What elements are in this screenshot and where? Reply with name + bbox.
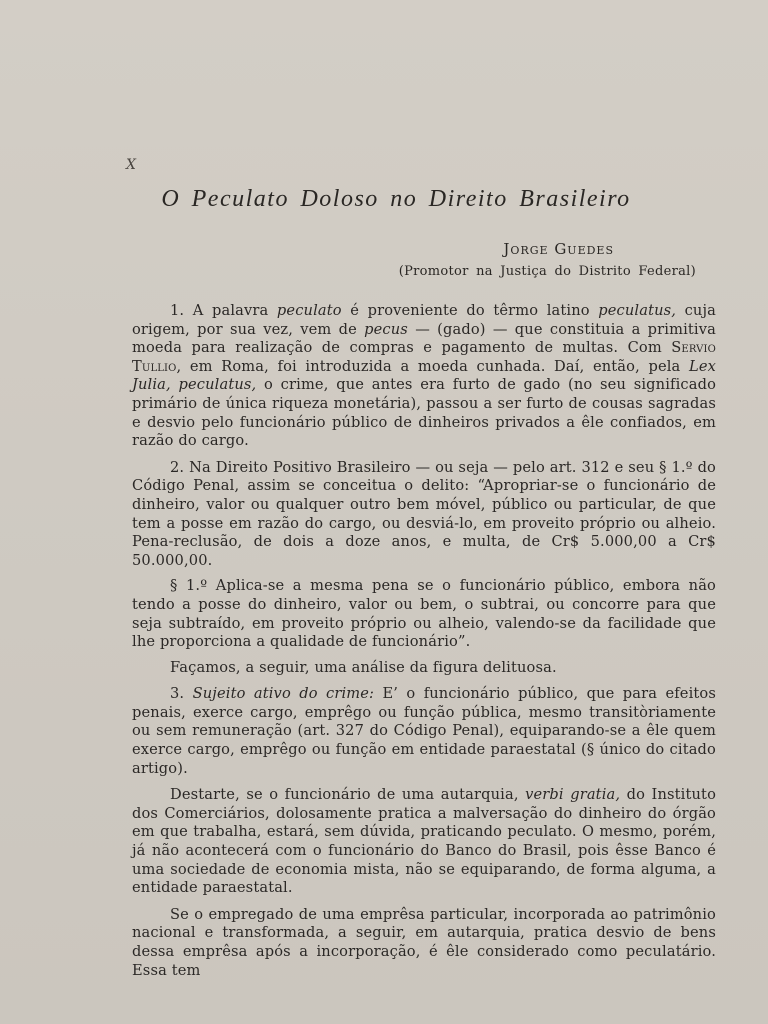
paragraph-1-term-peculatus: peculatus, xyxy=(598,302,677,319)
author-name: Jorge Guedes xyxy=(503,240,614,258)
paragraph-3: § 1.º Aplica-se a mesma pena se o funcionário público, embora não tendo a posse do dinheiro, valor ou bem, o subtrai, ou concorre para que seja subtraído, em proveito próprio ou alheio, valendo-se da facilidade que lhe proporciona a qualidade de funcionário”. xyxy=(132,577,716,651)
paragraph-1-text: é proveniente do têrmo latino xyxy=(350,302,590,319)
paragraph-5-text: E’ o funcionário público, que para efeitos penais, exerce cargo, emprêgo ou função pública, mesmo transitòriamente ou sem remuneração (art. 327 do Código Penal), equiparando-se a êle quem exerce cargo, emprêgo ou função em entidade paraestatal (§ único do citado artigo). xyxy=(132,685,717,777)
paragraph-6 xyxy=(132,786,716,898)
paragraph-1-text: o crime, que antes era furto de gado (no seu significado primário de única riqueza monetária), passou a ser furto de cousas sagradas e desvio pelo funcionário público de dinheiros privados a êle confiados, em razão do cargo. xyxy=(132,376,716,450)
paragraph-6-text: Destarte, se o funcionário de uma autarquia, xyxy=(170,786,519,804)
paragraph-2: 2. Na Direito Positivo Brasileiro — ou seja — pelo art. 312 e seu § 1.º do Código Penal, assim se conceitua o delito: “Apropriar-se o funcionário de dinheiro, valor ou qualquer outro bem móvel, público ou particular, de que tem a posse em razão do cargo, ou desviá-lo, em proveito próprio ou alheio. Pena-reclusão, de dois a doze anos, e multa, de Cr$ 5.000,00 a Cr$ 50.000,00. xyxy=(132,458,716,569)
handwritten-margin-mark: X xyxy=(126,157,136,173)
paragraph-6-text: do Instituto dos Comerciários, dolosamente pratica a malversação do dinheiro do órgão em que trabalha, estará, sem dúvida, praticando peculato. O mesmo, porém, já não acontecerá com o funcionário do Banco do Brasil, pois êsse Banco é uma sociedade de economia mista, não se equiparando, de forma alguma, a entidade paraestatal. xyxy=(132,786,717,897)
author-block xyxy=(399,240,696,279)
paragraph-4: Façamos, a seguir, uma análise da figura delituosa. xyxy=(170,658,557,676)
article-body xyxy=(132,302,716,988)
paragraph-1-term-pecus: pecus xyxy=(364,320,408,338)
paragraph-1-name-servio-tullio: Servio Tullio, xyxy=(132,339,716,375)
paragraph-5-heading: Sujeito ativo do crime: xyxy=(192,685,375,703)
paragraph-1-text: 1. A palavra xyxy=(170,302,269,319)
author-role: (Promotor na Justiça do Distrito Federal) xyxy=(398,264,696,279)
paragraph-5 xyxy=(132,685,716,778)
paragraph-5-number: 3. xyxy=(170,685,185,703)
paragraph-1-term-lex-julia: Lex Julia, peculatus, xyxy=(132,357,717,394)
article-title: O Peculato Doloso no Direito Brasileiro xyxy=(161,186,631,212)
paragraph-7: Se o empregado de uma emprêsa particular, incorporada ao patrimônio nacional e transformada, a seguir, em autarquia, pratica desvio de bens dessa emprêsa após a incorporação, é êle considerado como peculatário. Essa tem xyxy=(132,905,716,979)
paragraph-1-text: cuja origem, por sua vez, vem de xyxy=(132,302,717,338)
paragraph-6-term-verbi-gratia: verbi gratia, xyxy=(525,786,621,804)
paragraph-1-term-peculato: peculato xyxy=(276,302,342,319)
paragraph-1-text: — (gado) — que constituia a primitiva moeda para realização de compras e pagamento de multas. Com xyxy=(132,320,716,357)
paragraph-1-text: em Roma, foi introduzida a moeda cunhada. Daí, então, pela xyxy=(189,357,681,375)
paragraph-1 xyxy=(132,302,716,451)
